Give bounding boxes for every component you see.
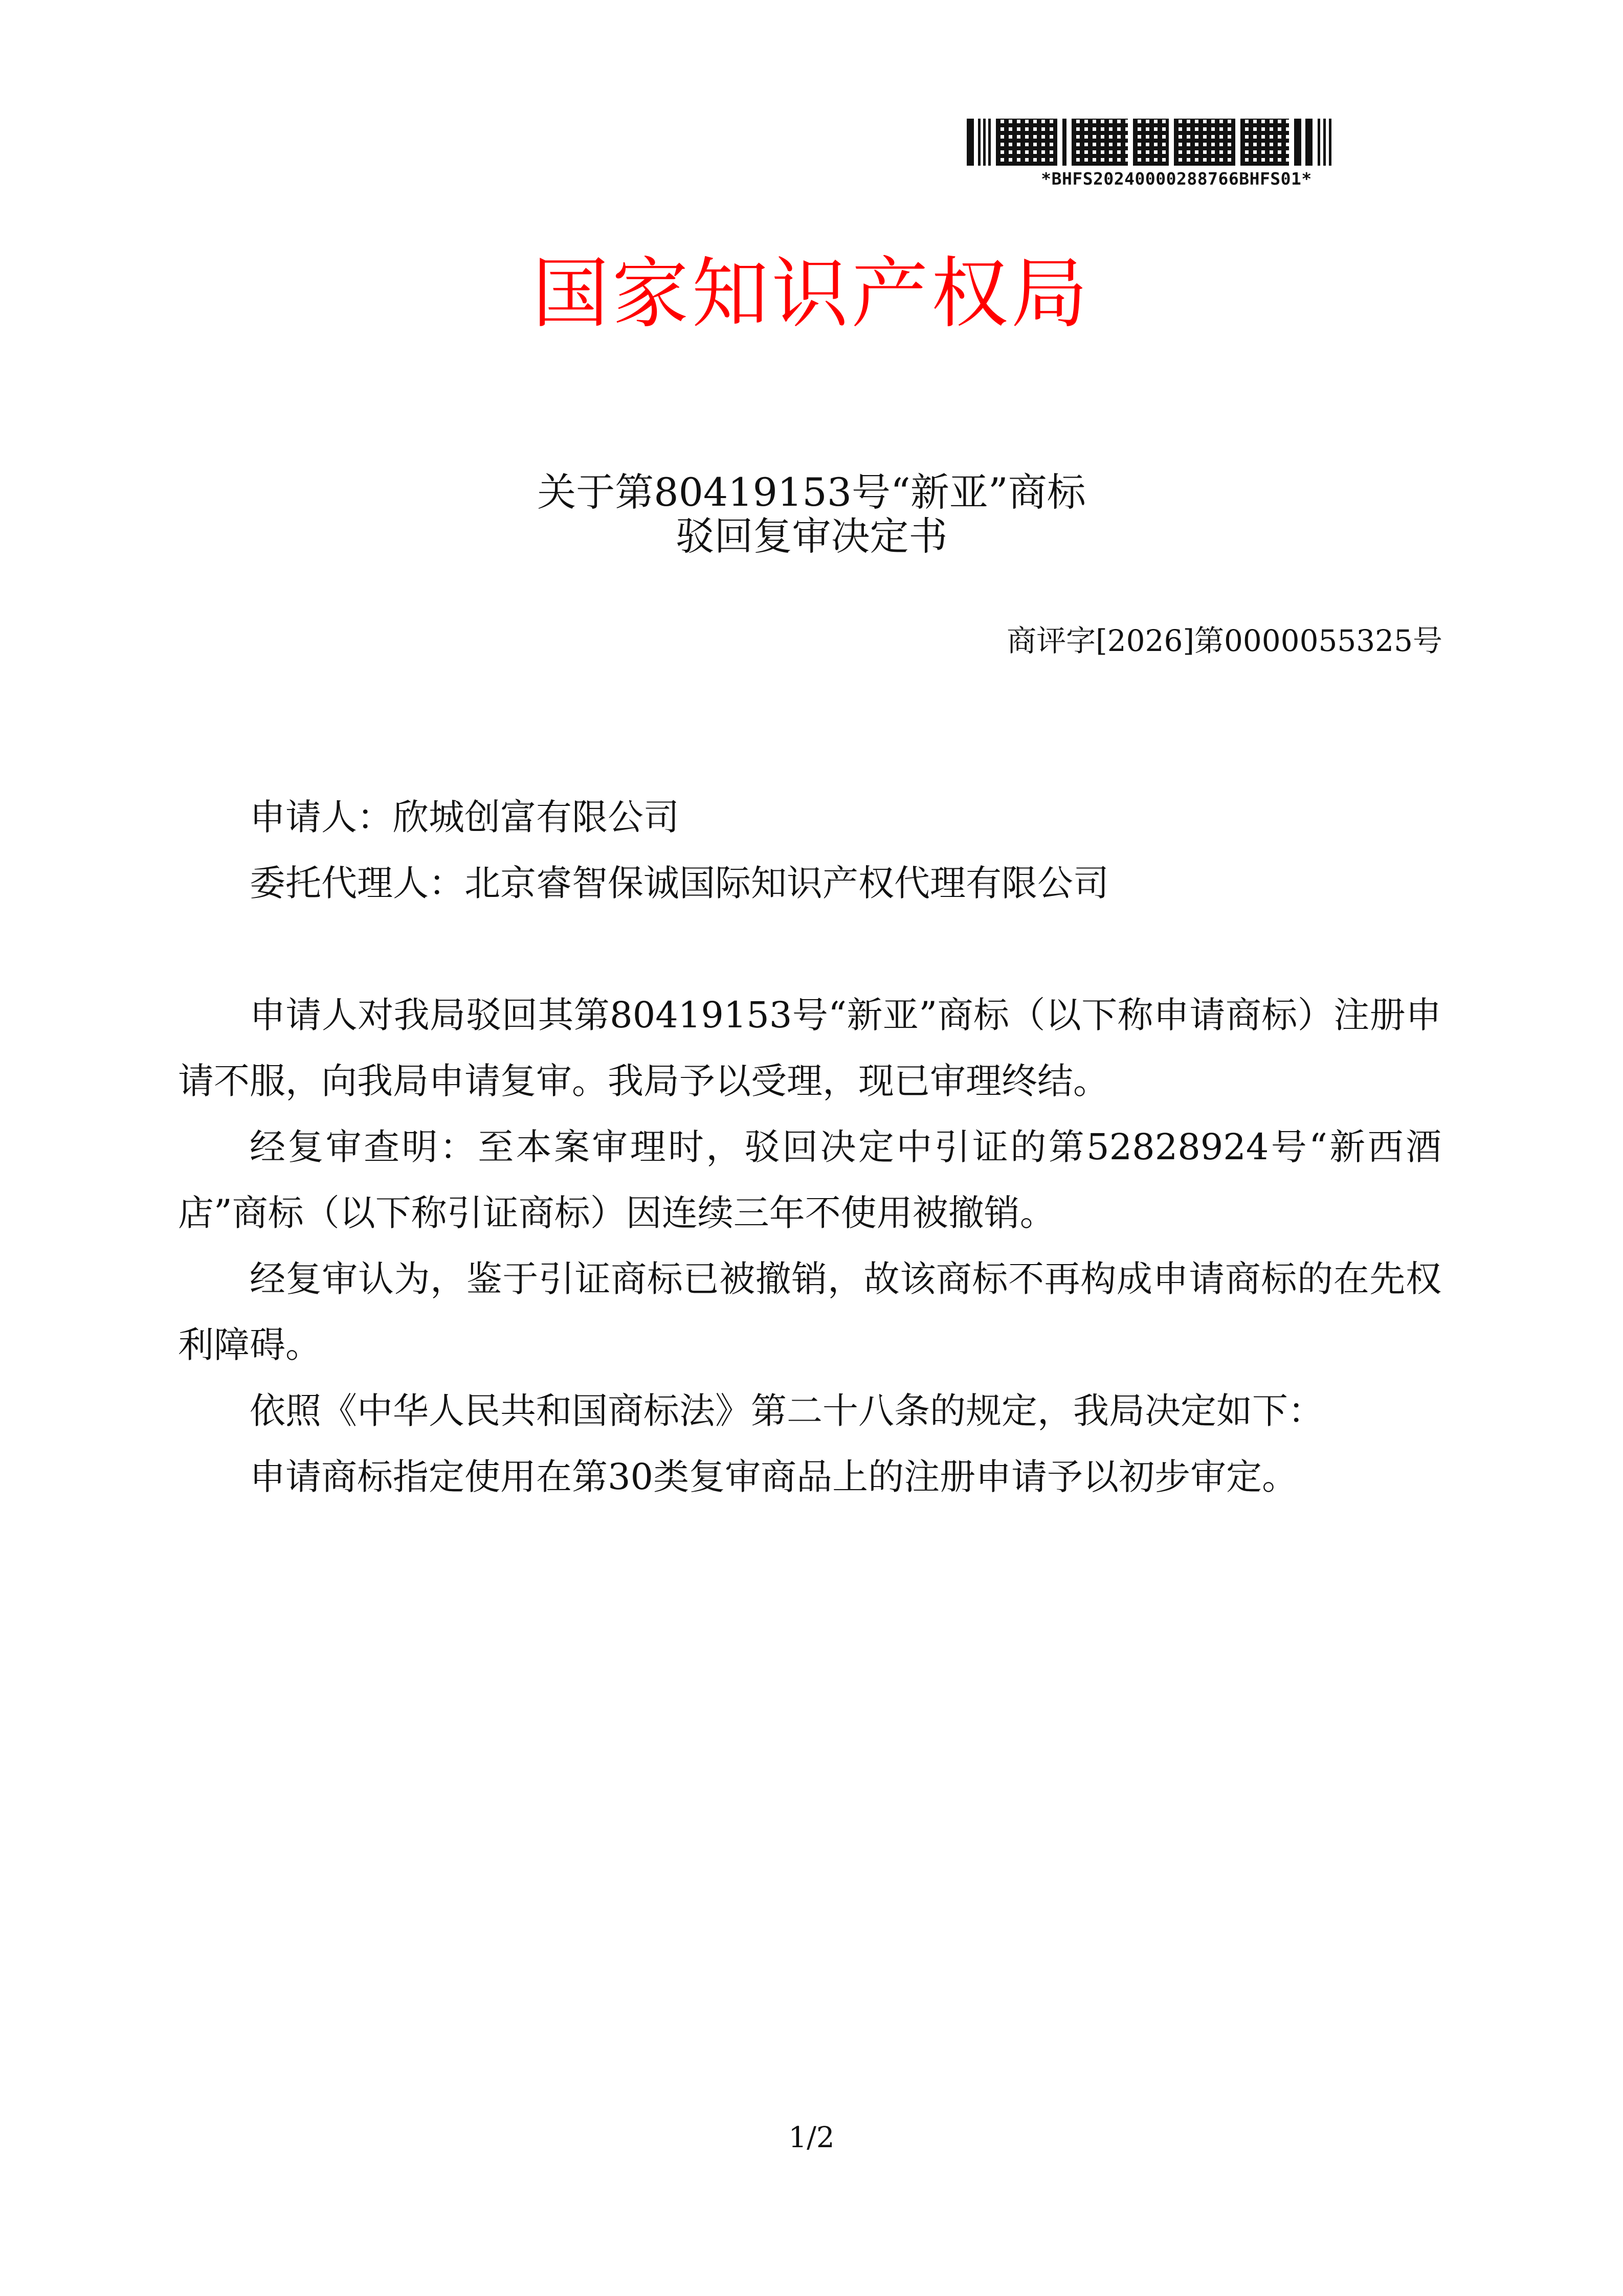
barcode-number: *BHFS20240000288766BHFS01* (1041, 169, 1312, 189)
title-line-2: 驳回复审决定书 (675, 513, 948, 559)
agent-line: 委托代理人：北京睿智保诚国际知识产权代理有限公司 (250, 862, 1109, 904)
document-number: 商评字[2026]第0000055325号 (1007, 623, 1442, 658)
barcode-block (967, 119, 1386, 189)
document-title (0, 470, 1623, 558)
issuing-authority: 国家知识产权局 (532, 250, 1091, 339)
paragraph-4: 依照《中华人民共和国商标法》第二十八条的规定，我局决定如下： (250, 1390, 1324, 1432)
document-body (178, 784, 1441, 1510)
paragraph-3: 经复审认为，鉴于引证商标已被撤销，故该商标不再构成申请商标的在先权利障碍。 (178, 1258, 1441, 1366)
title-line-1: 关于第80419153号“新亚”商标 (537, 469, 1086, 515)
page-number: 1/2 (788, 2121, 835, 2154)
paragraph-5: 申请商标指定使用在第30类复审商品上的注册申请予以初步审定。 (250, 1456, 1298, 1498)
paragraph-2: 经复审查明：至本案审理时，驳回决定中引证的第52828924号“新西酒店”商标（以下称引证商标）因连续三年不使用被撤销。 (178, 1126, 1441, 1234)
section-spacer (178, 916, 1441, 982)
paragraph-1: 申请人对我局驳回其第80419153号“新亚”商标（以下称申请商标）注册申请不服，向我局申请复审。我局予以受理，现已审理终结。 (178, 994, 1441, 1102)
applicant-line: 申请人：欣城创富有限公司 (250, 796, 679, 838)
barcode-image (967, 119, 1386, 166)
